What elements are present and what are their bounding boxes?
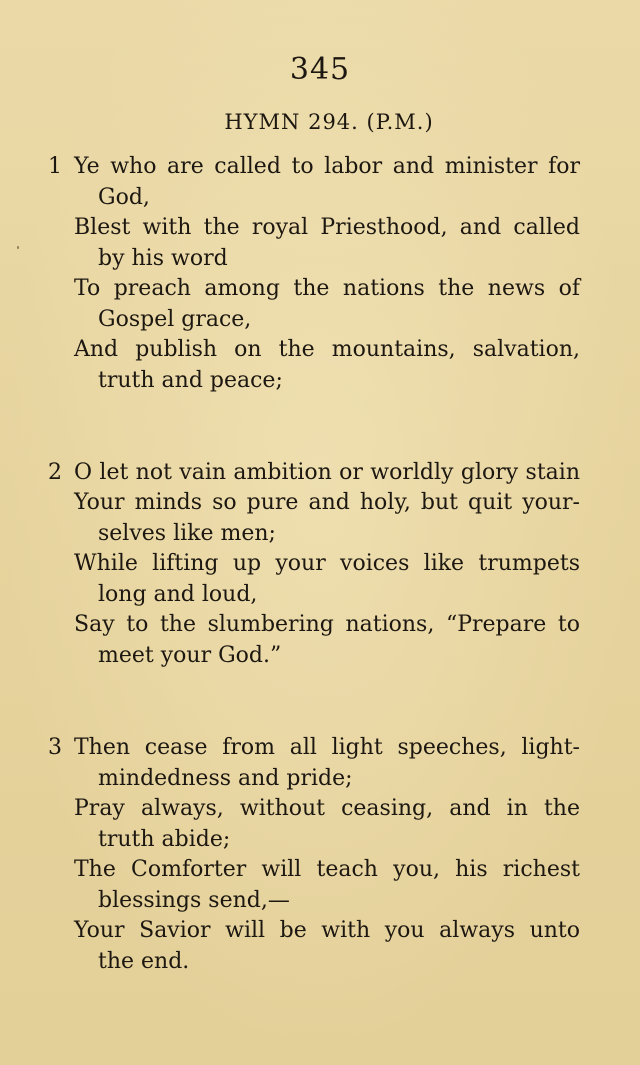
stanza-line xyxy=(0,733,640,794)
stanza-1 xyxy=(0,152,640,396)
paper-speck xyxy=(17,246,19,249)
line-continuation: truth abide; xyxy=(98,827,231,852)
stanza-line xyxy=(0,610,640,671)
line-continuation: truth and peace; xyxy=(98,368,283,393)
verse-number: 2 xyxy=(48,460,62,485)
stanza-line xyxy=(0,335,640,396)
line-text: Ye who are called to labor and minister for xyxy=(74,154,580,179)
line-text: Then cease from all light speeches, light- xyxy=(74,735,580,760)
line-text: Say to the slumbering nations, “Prepare to xyxy=(74,612,580,637)
line-text: And publish on the mountains, salvation, xyxy=(74,337,580,362)
line-text: Pray always, without ceasing, and in the xyxy=(74,796,580,821)
verse-number: 1 xyxy=(48,154,62,179)
stanza-line xyxy=(0,213,640,274)
line-text: The Comforter will teach you, his richest xyxy=(74,857,580,882)
stanza-2 xyxy=(0,458,640,671)
line-text: Blest with the royal Priesthood, and called xyxy=(74,215,580,240)
stanza-line xyxy=(0,916,640,977)
stanza-line xyxy=(0,152,640,213)
stanza-3 xyxy=(0,733,640,977)
stanza-line xyxy=(0,794,640,855)
stanza-line xyxy=(0,274,640,335)
line-text: Your Savior will be with you always unto xyxy=(74,918,580,943)
verse-number: 3 xyxy=(48,735,62,760)
stanza-line xyxy=(0,458,640,488)
hymn-title: HYMN 294. (P.M.) xyxy=(224,110,434,134)
line-text: Your minds so pure and holy, but quit your- xyxy=(74,490,580,515)
line-text: To preach among the nations the news of xyxy=(74,276,580,301)
line-continuation: the end. xyxy=(98,949,190,974)
line-continuation: meet your God.” xyxy=(98,643,282,668)
stanza-line xyxy=(0,488,640,549)
line-continuation: by his word xyxy=(98,246,228,271)
line-continuation: God, xyxy=(98,185,150,210)
line-continuation: long and loud, xyxy=(98,582,258,607)
line-text: O let not vain ambition or worldly glory stain xyxy=(74,460,580,485)
line-continuation: mindedness and pride; xyxy=(98,766,353,791)
stanza-line xyxy=(0,549,640,610)
stanza-line xyxy=(0,855,640,916)
page-number: 345 xyxy=(289,52,351,87)
line-continuation: blessings send,— xyxy=(98,888,290,913)
line-continuation: Gospel grace, xyxy=(98,307,252,332)
line-text: While lifting up your voices like trumpets xyxy=(74,551,580,576)
line-continuation: selves like men; xyxy=(98,521,276,546)
